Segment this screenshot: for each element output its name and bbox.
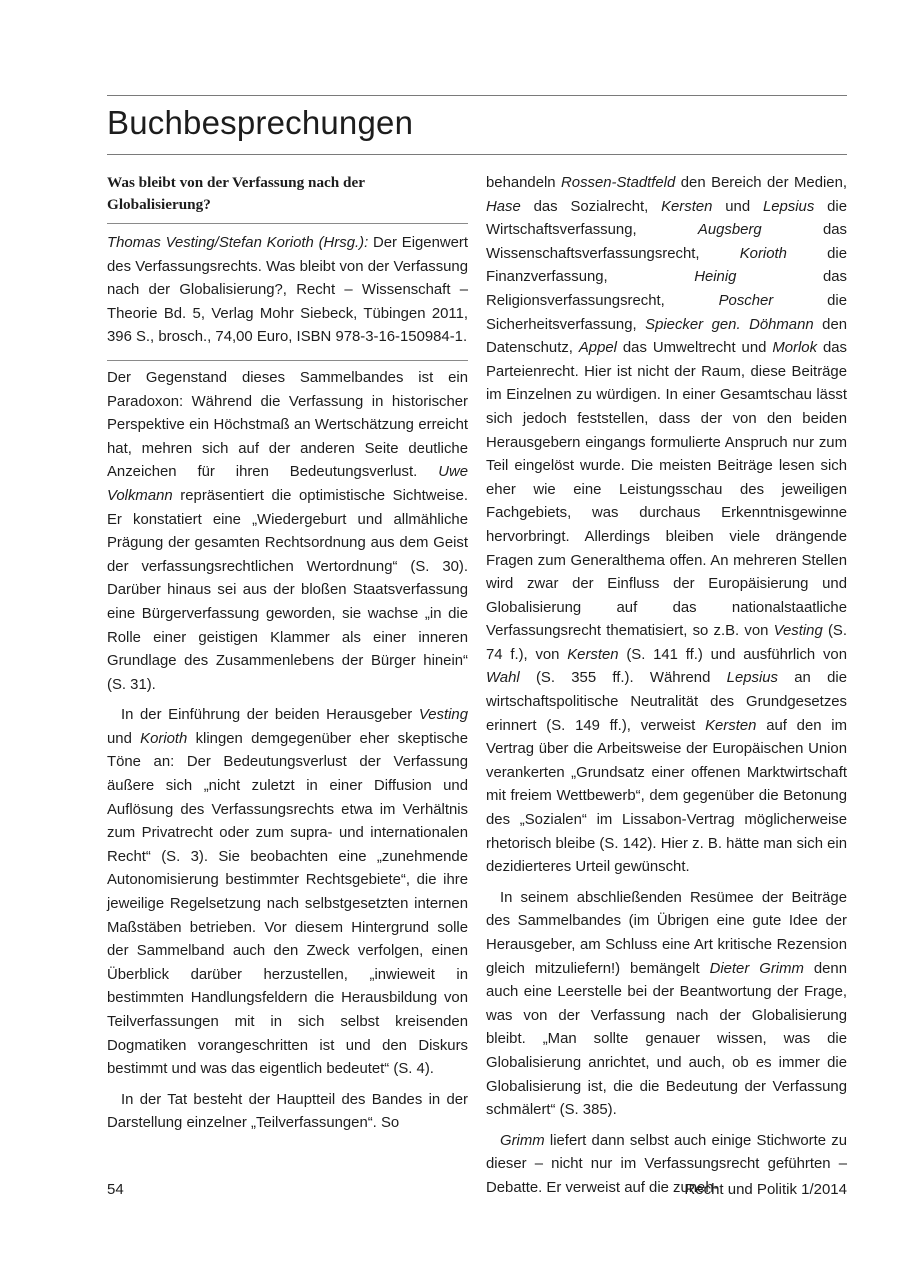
body-paragraph bbox=[107, 1089, 468, 1136]
text-run: behandeln bbox=[486, 175, 562, 191]
right-body-text bbox=[486, 172, 847, 1201]
text-run: denn auch eine Leerstelle bei der Beantwortung der Frage, was von der Verfassung nach der Globalisierung bleibt. „Man sollte genauer wissen, was die Globalisierung anrichtet, und auch, ob es immer die Globalisierung ist, die die Bedeutung der Verfassung schmälert“ (S. 385). bbox=[486, 960, 847, 1119]
cited-author: Rossen-Stadtfeld bbox=[561, 175, 676, 191]
text-run: den Bereich der Medien, bbox=[675, 175, 847, 191]
body-paragraph bbox=[486, 172, 847, 880]
cited-author: Korioth bbox=[739, 245, 787, 262]
cited-author: Uwe Volkmann bbox=[107, 464, 468, 504]
section-title: Buchbesprechungen bbox=[107, 104, 414, 141]
text-run: an die wirtschaftspolitische Neutralität des Grundgesetzes erinnert (S. 149 ff.), verweist bbox=[486, 670, 847, 734]
text-run: das Umweltrecht und bbox=[616, 340, 773, 357]
text-run: klingen demgegenüber eher skeptische Töne an: Der Bedeutungsverlust der Verfassung äußere sich „nicht zuletzt in einer Diffusion und Auflösung des Verfassungsrechts etwa im Verhältnis zum Privatrecht oder zum supra- und internationalen Recht“ (S. 3). Sie beobachten eine „zunehmende Autonomisierung bestimmter Rechtsgebiete“, die ihre jeweilige Regelsetzung nach selbstgesetzten internen Maßstäben betrieben. Vor diesem Hintergrund solle der Sammelband auch den Zweck verfolgen, einen Überblick darüber herzustellen, „inwieweit in bestimmten Handlungsfeldern die Herausbildung von Teilverfassungen mit in sich selbst kreisenden Dogmatiken vorangeschritten ist und den Diskurs bestimmt und was das eigentlich bedeutet“ (S. 4). bbox=[107, 730, 468, 1078]
text-run: In der Einführung der beiden Herausgeber bbox=[121, 707, 419, 724]
text-run: (S. 74 f.), von bbox=[486, 623, 847, 663]
cited-author: Hase bbox=[486, 198, 521, 215]
cited-author: Lepsius bbox=[726, 670, 778, 687]
review-title: Was bleibt von der Verfassung nach der Globalisierung? bbox=[107, 174, 365, 213]
body-paragraph bbox=[107, 704, 468, 1082]
cited-author: Dieter Grimm bbox=[709, 960, 804, 977]
header-bottom-rule bbox=[107, 154, 847, 155]
book-editors: Thomas Vesting/Stefan Korioth (Hrsg.): bbox=[107, 235, 369, 251]
cited-author: Spiecker gen. Döhmann bbox=[645, 316, 814, 333]
cited-author: Korioth bbox=[140, 730, 188, 747]
cited-author: Heinig bbox=[694, 269, 737, 286]
text-run: (S. 355 ff.). Während bbox=[519, 670, 727, 687]
cited-author: Vesting bbox=[773, 623, 823, 640]
cited-author: Grimm bbox=[500, 1132, 545, 1149]
cited-author: Augsberg bbox=[697, 222, 762, 239]
text-run: auf den im Vertrag über die Arbeitsweise der Europäischen Union verankerten „Grundsatz einer offenen Marktwirtschaft mit freiem Wettbewerb“, dem gegenüber die Betonung des „Sozialen“ im Lissabon-Vertrag möglicherweise rhetorisch bleibe (S. 142). Hier z. B. hätte man sich ein dezidierteres Urteil gewünscht. bbox=[486, 717, 847, 876]
text-run: das Parteienrecht. Hier ist nicht der Raum, diese Beiträge im Einzelnen zu würdigen. In einer Gesamtschau lässt sich jedoch feststellen, dass der von den beiden Herausgebern eingangs formulierte Anspruch nur zum Teil eingelöst wurde. Die meisten Beiträge lesen sich eher wie eine Leistungsschau des jeweiligen Fachgebiets, was durchaus Erkenntnisgewinne hervorbringt. Allerdings bleiben viele drängende Fragen zum Generalthema offen. An mehreren Stellen wird zwar der Einfluss der Europäisierung und Globalisierung auf das nationalstaatliche Verfassungsrecht thematisiert, so z.B. von bbox=[486, 340, 847, 640]
cited-author: Poscher bbox=[718, 292, 774, 309]
text-run: die Finanzverfassung, bbox=[486, 245, 848, 286]
text-run: und bbox=[107, 730, 141, 747]
body-paragraph bbox=[107, 367, 468, 697]
text-run: die Wirtschaftsverfassung, bbox=[486, 198, 847, 239]
text-run: das Wissenschaftsverfassungsrecht, bbox=[486, 222, 847, 262]
text-run: In der Tat besteht der Hauptteil des Bandes in der Darstellung einzelner „Teilverfassungen“. So bbox=[107, 1091, 468, 1132]
cited-author: Kersten bbox=[705, 717, 757, 734]
cited-author: Morlok bbox=[772, 340, 818, 357]
cited-author: Appel bbox=[578, 340, 617, 357]
text-run: das Sozialrecht, bbox=[520, 198, 662, 215]
header-top-rule bbox=[107, 95, 847, 96]
right-column bbox=[486, 172, 847, 1201]
journal-citation: Recht und Politik 1/2014 bbox=[684, 1181, 847, 1198]
left-body-text bbox=[107, 367, 468, 1136]
left-column bbox=[107, 172, 468, 1136]
cited-author: Lepsius bbox=[762, 198, 815, 215]
text-run: In seinem abschließenden Resümee der Beiträge des Sammelbandes (im Übrigen eine gute Idee der Herausgeber, am Schluss eine Art kritische Rezension gleich mitzuliefern!) bemängelt bbox=[486, 889, 847, 977]
book-details: Der Eigenwert des Verfassungsrechts. Was bleibt von der Verfassung nach der Globalisierung?, Recht – Wissenschaft – Theorie Bd. 5, Verlag Mohr Siebeck, Tübingen 2011, 396 S., brosch., 74,00 Euro, ISBN 978-3-16-150984-1. bbox=[107, 235, 468, 346]
title-divider bbox=[107, 223, 468, 224]
page-number: 54 bbox=[107, 1181, 124, 1198]
cited-author: Vesting bbox=[418, 707, 468, 724]
text-run: und bbox=[712, 198, 763, 215]
text-run: liefert dann selbst auch einige Stichworte zu dieser – nicht nur im Verfassungsrecht geführten – Debatte. Er verweist auf die zuneh- bbox=[486, 1132, 847, 1196]
bibliographic-entry bbox=[107, 232, 468, 350]
body-paragraph bbox=[486, 887, 847, 1123]
text-run: das Religionsverfassungsrecht, bbox=[486, 269, 847, 309]
cited-author: Kersten bbox=[567, 646, 619, 663]
cited-author: Kersten bbox=[661, 198, 713, 215]
text-run: die Sicherheitsverfassung, bbox=[486, 292, 847, 333]
text-run: den Datenschutz, bbox=[486, 316, 848, 357]
text-run: Der Gegenstand dieses Sammelbandes ist ein Paradoxon: Während die Verfassung in historischer Perspektive ein Höchstmaß an Wertschätzung erreicht hat, mehren sich auf der anderen Seite deutliche Anzeichen für ihren Bedeutungsverlust. bbox=[107, 369, 468, 481]
cited-author: Wahl bbox=[486, 670, 520, 687]
text-run: repräsentiert die optimistische Sichtweise. Er konstatiert eine „Wiedergeburt und allmähliche Prägung der gesamten Rechtsordnung aus dem Geist der verfassungsrechtlichen Wertordnung“ (S. 30). Darüber hinaus sei aus der bloßen Staatsverfassung eine Bürgerverfassung geworden, sie wachse „in die Rolle einer geistigen Klammer als einer inneren Grundlage des Zusammenlebens der Bürger hinein“ (S. 31). bbox=[107, 487, 468, 693]
text-run: (S. 141 ff.) und ausführlich von bbox=[618, 646, 847, 663]
